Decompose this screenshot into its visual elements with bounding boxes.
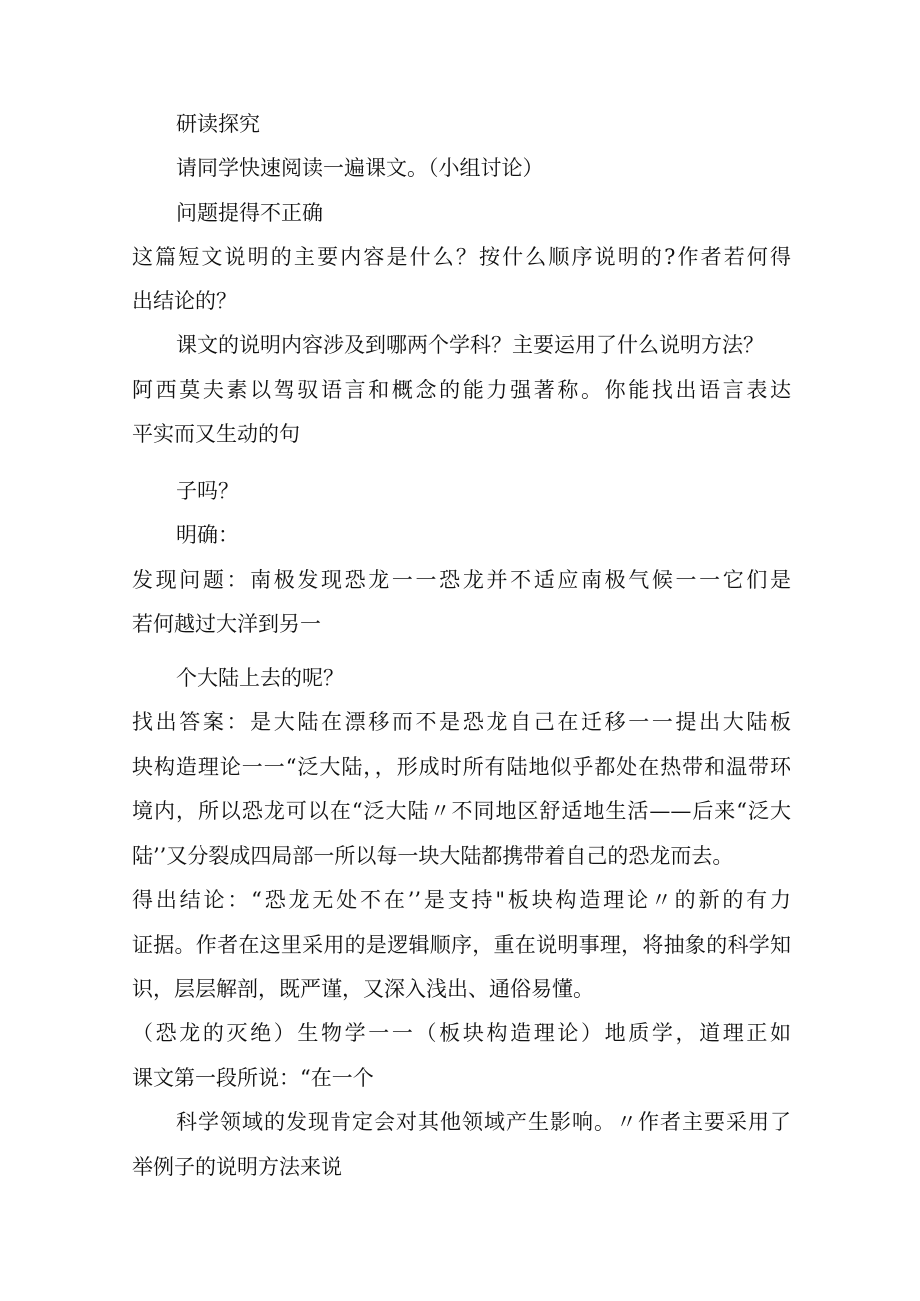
paragraph-line: 请同学快速阅读一遍课文。（小组讨论） [176, 156, 544, 180]
paragraph-line: （恐龙的灭绝）生物学一一（板块构造理论）地质学，道理正如 [132, 1021, 791, 1045]
paragraph-line: 平实而又生动的句 [132, 422, 300, 446]
paragraph-line: 得出结论：“恐龙无处不在’’是支持"板块构造理论〃的新的有力 [132, 888, 791, 912]
paragraph-line: 块构造理论一一“泛大陆，，形成时所有陆地似乎都处在热带和温带环 [132, 755, 791, 779]
paragraph-line: 问题提得不正确 [176, 201, 323, 225]
paragraph-line: 课文的说明内容涉及到哪两个学科？主要运用了什么说明方法？ [176, 333, 764, 357]
paragraph-line: 证据。作者在这里采用的是逻辑顺序，重在说明事理，将抽象的科学知 [132, 933, 791, 957]
section-heading: 研读探究 [176, 112, 260, 136]
paragraph-line: 境内，所以恐龙可以在“泛大陆〃不同地区舒适地生活——后来“泛大 [132, 799, 791, 823]
paragraph-line: 个大陆上去的呢？ [176, 666, 344, 690]
paragraph-line: 这篇短文说明的主要内容是什么？按什么顺序说明的?作者若何得 [132, 245, 791, 269]
paragraph-line: 发现问题：南极发现恐龙一一恐龙并不适应南极气候一一它们是 [132, 568, 791, 592]
paragraph-line: 子吗？ [176, 479, 239, 503]
paragraph-line: 出结论的？ [132, 289, 237, 313]
paragraph-line: 举例子的说明方法来说 [132, 1155, 342, 1179]
paragraph-line: 科学领域的发现肯定会对其他领域产生影响。〃作者主要采用了 [176, 1110, 791, 1134]
paragraph-line: 阿西莫夫素以驾驭语言和概念的能力强著称。你能找出语言表达 [132, 378, 791, 402]
paragraph-line: 若何越过大洋到另一 [132, 612, 321, 636]
paragraph-line: 识，层层解剖，既严谨，又深入浅出、通俗易懂。 [132, 977, 594, 1001]
paragraph-line: 找出答案：是大陆在漂移而不是恐龙自己在迁移一一提出大陆板 [132, 710, 791, 734]
paragraph-line: 明确： [176, 523, 239, 547]
paragraph-line: 陆’’又分裂成四局部一所以每一块大陆都携带着自己的恐龙而去。 [132, 844, 734, 868]
paragraph-line: 课文第一段所说：“在一个 [132, 1066, 374, 1090]
